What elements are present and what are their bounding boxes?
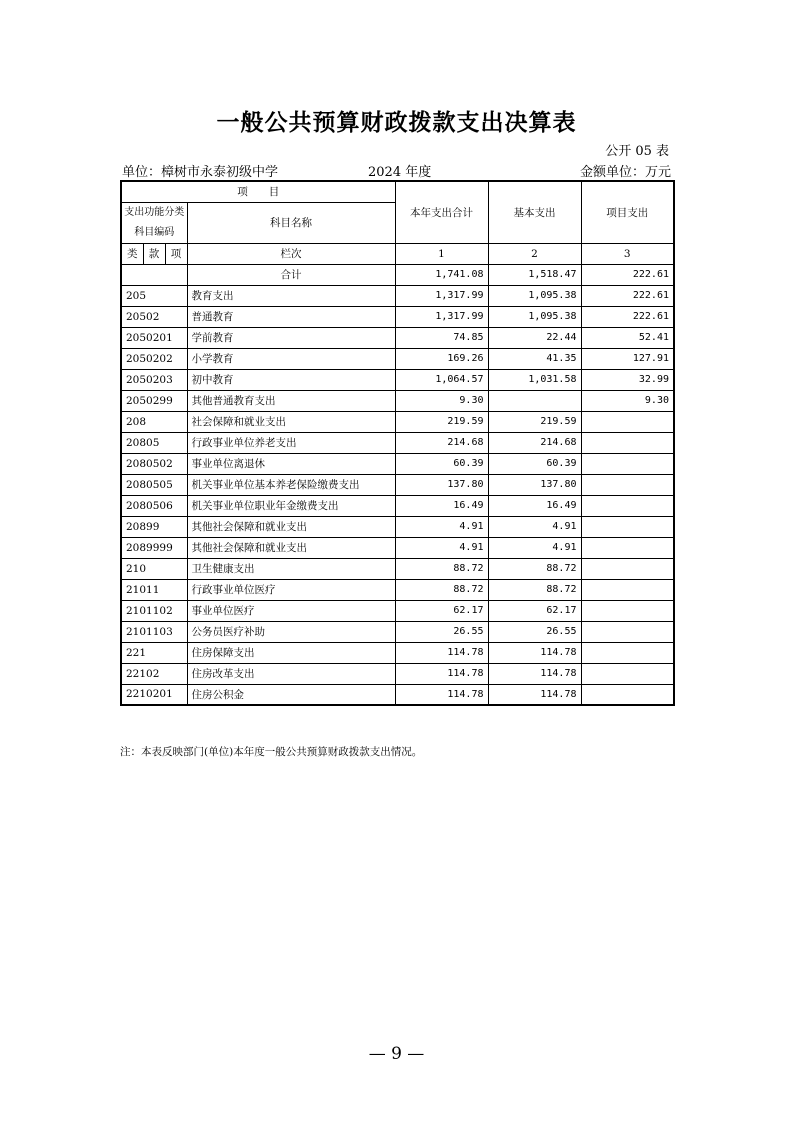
- row-code: 208: [121, 411, 187, 432]
- row-project: 52.41: [581, 327, 674, 348]
- row-basic: 16.49: [488, 495, 581, 516]
- header-item: 项 目: [121, 181, 395, 202]
- table-row: [121, 495, 674, 516]
- row-basic: 137.80: [488, 474, 581, 495]
- row-basic: 1,095.38: [488, 306, 581, 327]
- row-name: 其他社会保障和就业支出: [187, 537, 395, 558]
- row-code: 2080505: [121, 474, 187, 495]
- row-project: [581, 537, 674, 558]
- row-code: 22102: [121, 663, 187, 684]
- row-name: 事业单位离退休: [187, 453, 395, 474]
- table-row: [121, 285, 674, 306]
- row-name: 行政事业单位医疗: [187, 579, 395, 600]
- page-number: — 9 —: [368, 1044, 425, 1064]
- row-total: 114.78: [395, 642, 488, 663]
- row-project: [581, 474, 674, 495]
- header-col1: 本年支出合计: [395, 181, 488, 243]
- row-name: 机关事业单位基本养老保险缴费支出: [187, 474, 395, 495]
- row-project: [581, 516, 674, 537]
- total-c1: 1,741.08: [395, 264, 488, 285]
- table-row: [121, 369, 674, 390]
- row-name: 卫生健康支出: [187, 558, 395, 579]
- row-total: 4.91: [395, 537, 488, 558]
- row-name: 初中教育: [187, 369, 395, 390]
- table-row: [121, 348, 674, 369]
- table-row: [121, 411, 674, 432]
- header-n2: 2: [488, 243, 581, 264]
- row-code: 2080502: [121, 453, 187, 474]
- row-total: 9.30: [395, 390, 488, 411]
- row-project: [581, 642, 674, 663]
- row-name: 其他普通教育支出: [187, 390, 395, 411]
- row-project: [581, 495, 674, 516]
- form-number: 公开 05 表: [605, 144, 669, 159]
- amount-unit: 金额单位：万元: [579, 165, 671, 180]
- row-code: 20805: [121, 432, 187, 453]
- row-basic: 214.68: [488, 432, 581, 453]
- row-basic: 4.91: [488, 537, 581, 558]
- row-name: 公务员医疗补助: [187, 621, 395, 642]
- row-total: 169.26: [395, 348, 488, 369]
- row-code: 2210201: [121, 684, 187, 705]
- header-col2: 基本支出: [488, 181, 581, 243]
- unit-line: [120, 161, 673, 179]
- header-lanci: 栏次: [187, 243, 395, 264]
- row-total: 88.72: [395, 558, 488, 579]
- row-basic: 60.39: [488, 453, 581, 474]
- header-n1: 1: [395, 243, 488, 264]
- row-basic: [488, 390, 581, 411]
- row-name: 其他社会保障和就业支出: [187, 516, 395, 537]
- row-basic: 1,095.38: [488, 285, 581, 306]
- row-basic: 1,031.58: [488, 369, 581, 390]
- row-total: 16.49: [395, 495, 488, 516]
- row-basic: 41.35: [488, 348, 581, 369]
- row-code: 2080506: [121, 495, 187, 516]
- row-name: 住房保障支出: [187, 642, 395, 663]
- table-row: [121, 621, 674, 642]
- table-row: [121, 663, 674, 684]
- row-total: 4.91: [395, 516, 488, 537]
- row-total: 219.59: [395, 411, 488, 432]
- row-name: 小学教育: [187, 348, 395, 369]
- row-total: 114.78: [395, 663, 488, 684]
- row-total: 214.68: [395, 432, 488, 453]
- row-basic: 114.78: [488, 684, 581, 705]
- row-total: 62.17: [395, 600, 488, 621]
- row-code: 210: [121, 558, 187, 579]
- row-basic: 88.72: [488, 558, 581, 579]
- row-code: 221: [121, 642, 187, 663]
- row-basic: 62.17: [488, 600, 581, 621]
- total-c2: 1,518.47: [488, 264, 581, 285]
- expenditure-table: [120, 180, 675, 706]
- table-row: [121, 327, 674, 348]
- row-code: 2089999: [121, 537, 187, 558]
- table-note: 注：本表反映部门(单位)本年度一般公共预算财政拨款支出情况。: [120, 746, 423, 758]
- row-total: 74.85: [395, 327, 488, 348]
- table-row: [121, 579, 674, 600]
- row-total: 1,317.99: [395, 306, 488, 327]
- row-name: 行政事业单位养老支出: [187, 432, 395, 453]
- header-code-label: 支出功能分类科目编码: [121, 202, 187, 243]
- row-code: 2050299: [121, 390, 187, 411]
- row-code: 2050201: [121, 327, 187, 348]
- row-code: 2101102: [121, 600, 187, 621]
- row-total: 60.39: [395, 453, 488, 474]
- row-code: 2050203: [121, 369, 187, 390]
- row-basic: 88.72: [488, 579, 581, 600]
- row-project: [581, 558, 674, 579]
- row-basic: 114.78: [488, 663, 581, 684]
- row-basic: 26.55: [488, 621, 581, 642]
- header-kuan: 款: [143, 243, 165, 264]
- row-name: 机关事业单位职业年金缴费支出: [187, 495, 395, 516]
- row-code: 2050202: [121, 348, 187, 369]
- unit-name: 单位：樟树市永泰初级中学: [122, 165, 279, 180]
- row-code: 2101103: [121, 621, 187, 642]
- row-total: 137.80: [395, 474, 488, 495]
- row-code: 20502: [121, 306, 187, 327]
- row-project: [581, 600, 674, 621]
- row-code: 20899: [121, 516, 187, 537]
- row-code: 205: [121, 285, 187, 306]
- header-col3: 项目支出: [581, 181, 674, 243]
- header-n3: 3: [581, 243, 674, 264]
- row-code: 21011: [121, 579, 187, 600]
- table-row: [121, 453, 674, 474]
- header-xiang: 项: [165, 243, 187, 264]
- row-name: 普通教育: [187, 306, 395, 327]
- table-row: [121, 558, 674, 579]
- row-name: 住房改革支出: [187, 663, 395, 684]
- row-total: 1,317.99: [395, 285, 488, 306]
- header-name-label: 科目名称: [187, 202, 395, 243]
- row-name: 事业单位医疗: [187, 600, 395, 621]
- total-row: [121, 264, 674, 285]
- row-total: 88.72: [395, 579, 488, 600]
- row-project: 222.61: [581, 306, 674, 327]
- row-basic: 114.78: [488, 642, 581, 663]
- row-name: 住房公积金: [187, 684, 395, 705]
- row-project: [581, 453, 674, 474]
- row-basic: 4.91: [488, 516, 581, 537]
- row-project: [581, 579, 674, 600]
- row-project: [581, 411, 674, 432]
- table-row: [121, 390, 674, 411]
- row-total: 26.55: [395, 621, 488, 642]
- row-project: [581, 684, 674, 705]
- table-row: [121, 432, 674, 453]
- fiscal-year: 2024 年度: [368, 165, 432, 180]
- row-project: 32.99: [581, 369, 674, 390]
- row-project: 222.61: [581, 285, 674, 306]
- row-total: 1,064.57: [395, 369, 488, 390]
- row-basic: 22.44: [488, 327, 581, 348]
- row-project: 9.30: [581, 390, 674, 411]
- row-project: [581, 621, 674, 642]
- row-project: [581, 432, 674, 453]
- row-basic: 219.59: [488, 411, 581, 432]
- table-row: [121, 684, 674, 705]
- total-label: 合计: [187, 264, 395, 285]
- row-name: 教育支出: [187, 285, 395, 306]
- row-name: 社会保障和就业支出: [187, 411, 395, 432]
- table-row: [121, 642, 674, 663]
- row-total: 114.78: [395, 684, 488, 705]
- page-title: 一般公共预算财政拨款支出决算表: [216, 109, 577, 136]
- table-row: [121, 516, 674, 537]
- table-row: [121, 306, 674, 327]
- row-project: [581, 663, 674, 684]
- row-project: 127.91: [581, 348, 674, 369]
- row-name: 学前教育: [187, 327, 395, 348]
- table-row: [121, 600, 674, 621]
- header-lei: 类: [121, 243, 143, 264]
- total-c3: 222.61: [581, 264, 674, 285]
- table-row: [121, 537, 674, 558]
- table-row: [121, 474, 674, 495]
